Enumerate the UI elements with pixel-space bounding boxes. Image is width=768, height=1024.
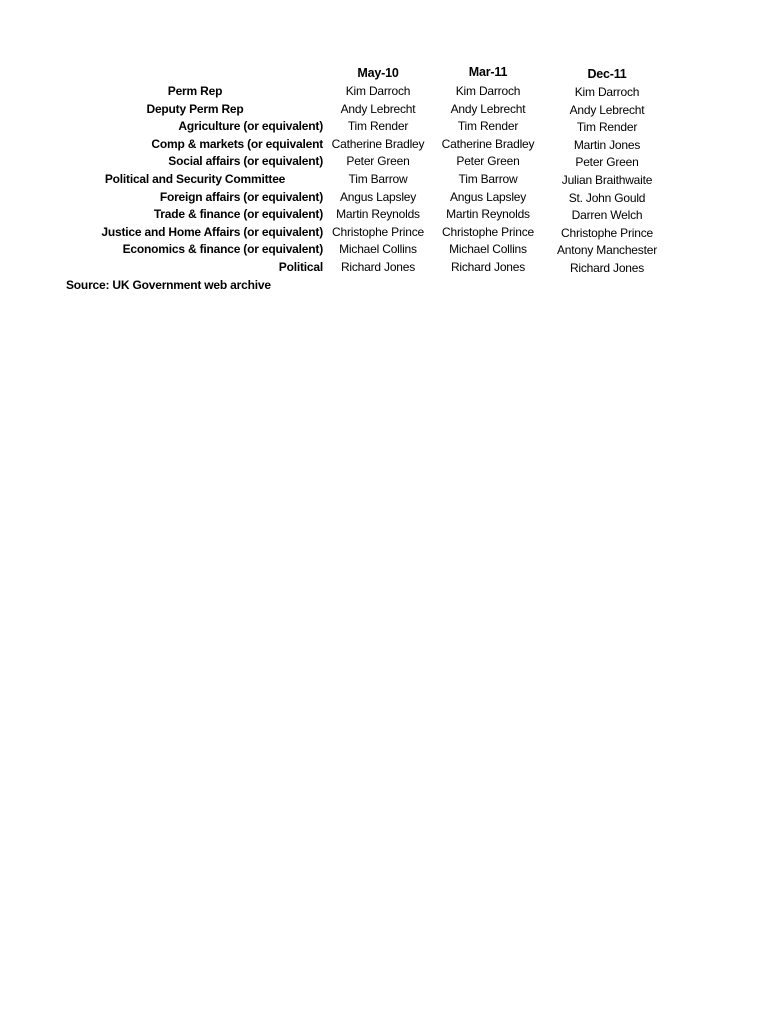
table-cell: Tim Render xyxy=(457,119,519,134)
table-cell: Richard Jones xyxy=(450,260,526,274)
row-label: Foreign affairs (or equivalent) xyxy=(159,189,323,204)
row-label: Political xyxy=(278,260,323,274)
column-header-3: Dec-11 xyxy=(587,67,627,81)
table-cell: Tim Barrow xyxy=(348,172,408,186)
table-cell: Kim Darroch xyxy=(455,84,521,98)
table-cell: Catherine Bradley xyxy=(441,136,535,151)
table-cell: Kim Darroch xyxy=(345,84,411,98)
row-label: Perm Rep xyxy=(167,84,223,98)
table-cell: Angus Lapsley xyxy=(339,189,417,204)
row-label: Agriculture (or equivalent) xyxy=(178,119,323,134)
table-cell: Andy Lebrecht xyxy=(340,101,416,116)
row-label: Comp & markets (or equivalent xyxy=(151,136,323,151)
table-cell: Martin Jones xyxy=(573,137,641,152)
table-cell: Antony Manchester xyxy=(557,243,657,258)
row-label: Political and Security Committee xyxy=(104,172,286,186)
table-cell: Darren Welch xyxy=(571,208,643,223)
table-cell: Angus Lapsley xyxy=(449,189,527,204)
table-cell: Christophe Prince xyxy=(561,225,653,240)
table-cell: Michael Collins xyxy=(449,242,527,257)
table-cell: Julian Braithwaite xyxy=(561,173,653,187)
table-cell: Peter Green xyxy=(456,154,520,169)
table-cell: Peter Green xyxy=(346,154,410,169)
row-label: Justice and Home Affairs (or equivalent) xyxy=(101,224,323,239)
table-cell: Martin Reynolds xyxy=(446,207,530,222)
table-cell: Christophe Prince xyxy=(332,224,424,239)
table-cell: Andy Lebrecht xyxy=(569,102,645,117)
row-label: Economics & finance (or equivalent) xyxy=(122,242,323,257)
row-label: Social affairs (or equivalent) xyxy=(168,154,323,169)
table-cell: Andy Lebrecht xyxy=(450,101,526,116)
table-cell: Richard Jones xyxy=(340,260,416,274)
table-cell: St. John Gould xyxy=(568,190,646,205)
table-cell: Richard Jones xyxy=(569,261,645,275)
source-note: Source: UK Government web archive xyxy=(66,278,271,292)
column-header-1: May-10 xyxy=(357,66,399,80)
row-label: Trade & finance (or equivalent) xyxy=(153,207,323,222)
table-cell: Michael Collins xyxy=(339,242,417,257)
row-label: Deputy Perm Rep xyxy=(146,101,244,116)
table-cell: Catherine Bradley xyxy=(331,136,425,151)
table-cell: Peter Green xyxy=(575,155,639,170)
table-cell: Tim Barrow xyxy=(458,172,518,186)
table-cell: Christophe Prince xyxy=(442,224,534,239)
table-cell: Kim Darroch xyxy=(574,85,640,99)
table-cell: Martin Reynolds xyxy=(336,207,420,222)
table-cell: Tim Render xyxy=(576,120,638,135)
table-cell: Tim Render xyxy=(347,119,409,134)
column-header-2: Mar-11 xyxy=(468,65,508,79)
